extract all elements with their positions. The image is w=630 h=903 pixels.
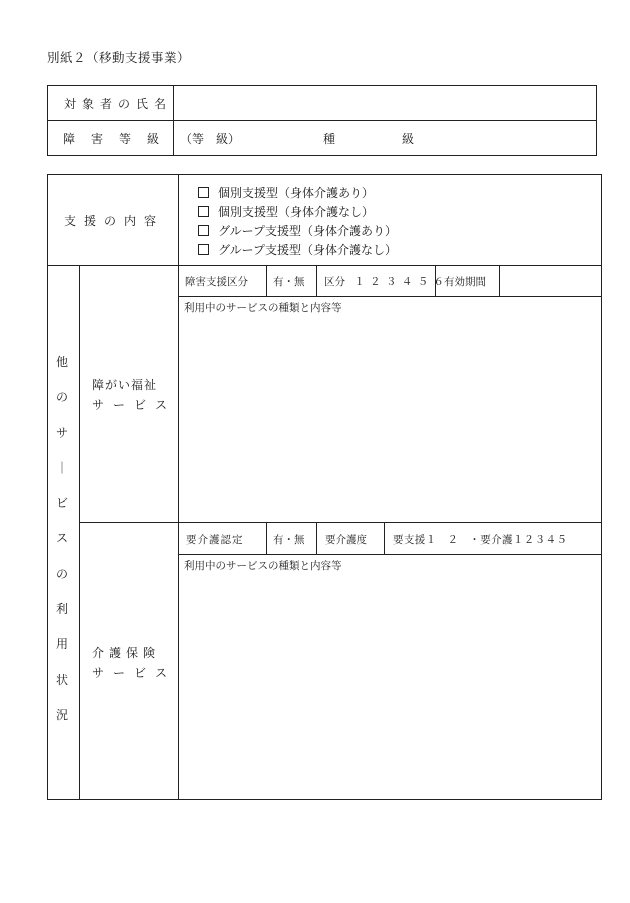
care-usage-field[interactable] (184, 576, 594, 794)
checkbox-icon[interactable] (198, 244, 209, 255)
document-heading: 別紙２（移動支援事業） (47, 50, 191, 65)
name-field[interactable] (182, 95, 587, 111)
welfare-label-line2: サービス (92, 398, 177, 412)
welfare-label-line1: 障がい福祉 (92, 378, 158, 392)
care-label-line2: サービス (92, 666, 177, 680)
care-yes-no[interactable]: 有・無 (273, 534, 305, 546)
info-table-row-divider (47, 120, 597, 121)
care-level-values[interactable]: 要支援１ ２ ・要介護１２３４５ (393, 534, 568, 546)
vlabel-char-3: サ (55, 425, 68, 440)
grade-type: 種 (323, 132, 336, 146)
support-option-1[interactable] (198, 184, 374, 201)
care-usage-label: 利用中のサービスの種類と内容等 (184, 560, 342, 572)
welfare-cell-divider-1 (266, 265, 267, 296)
welfare-usage-field[interactable] (184, 318, 594, 516)
welfare-care-divider (79, 522, 602, 523)
welfare-cell-divider-2 (316, 265, 317, 296)
vlabel-char-10: 状 (55, 672, 68, 687)
valid-period-label: 有効期間 (444, 276, 486, 288)
support-option-2-label: 個別支援型（身体介護なし） (218, 205, 375, 219)
support-option-2[interactable] (198, 203, 374, 220)
support-label: 支援の内容 (64, 214, 165, 228)
support-option-4[interactable] (198, 241, 397, 258)
grade-prefix: （等 級） (180, 132, 241, 146)
vlabel-char-1: 他 (55, 355, 68, 369)
support-category-label: 障害支援区分 (185, 276, 248, 288)
vlabel-char-8: 利 (55, 602, 68, 617)
support-option-4-label: グループ支援型（身体介護なし） (218, 243, 398, 257)
support-option-3[interactable] (198, 222, 397, 239)
vlabel-char-6: ス (55, 531, 68, 546)
welfare-category-label: 区分 (324, 276, 345, 288)
welfare-yes-no[interactable]: 有・無 (273, 276, 305, 288)
vlabel-char-9: 用 (55, 637, 68, 652)
welfare-category-numbers[interactable]: １ ２ ３ ４ ５ ６ (354, 276, 446, 288)
checkbox-icon[interactable] (198, 187, 209, 198)
care-certification-label: 要介護認定 (186, 534, 244, 546)
care-header-divider (178, 554, 602, 555)
grade-label-text: 障害等級 (63, 132, 176, 146)
care-label-line1: 介護保険 (92, 646, 161, 660)
support-option-3-label: グループ支援型（身体介護あり） (218, 224, 398, 238)
vlabel-char-11: 況 (55, 707, 68, 722)
name-label: 対象者の氏名 (64, 97, 173, 111)
valid-period-field[interactable] (505, 274, 595, 288)
vlabel-char-4: ｜ (55, 460, 68, 475)
checkbox-icon[interactable] (198, 225, 209, 236)
support-option-1-label: 個別支援型（身体介護あり） (218, 186, 375, 200)
care-cell-divider-1 (266, 522, 267, 554)
other-services-vertical-label (52, 345, 72, 733)
welfare-category (324, 274, 445, 289)
care-cell-divider-3 (384, 522, 385, 554)
care-cell-divider-2 (316, 522, 317, 554)
vlabel-char-2: の (55, 390, 68, 405)
support-row-divider (47, 265, 602, 266)
grade-label (63, 130, 176, 147)
grade-level: 級 (402, 132, 415, 146)
care-level-label: 要介護度 (325, 534, 367, 546)
vertical-label-divider (79, 265, 80, 800)
welfare-cell-divider-4 (499, 265, 500, 296)
vlabel-char-7: の (55, 566, 68, 581)
label-column-divider (178, 174, 179, 800)
welfare-usage-label: 利用中のサービスの種類と内容等 (184, 302, 342, 314)
vlabel-char-5: ビ (55, 496, 68, 511)
welfare-header-divider (178, 296, 602, 297)
checkbox-icon[interactable] (198, 206, 209, 217)
